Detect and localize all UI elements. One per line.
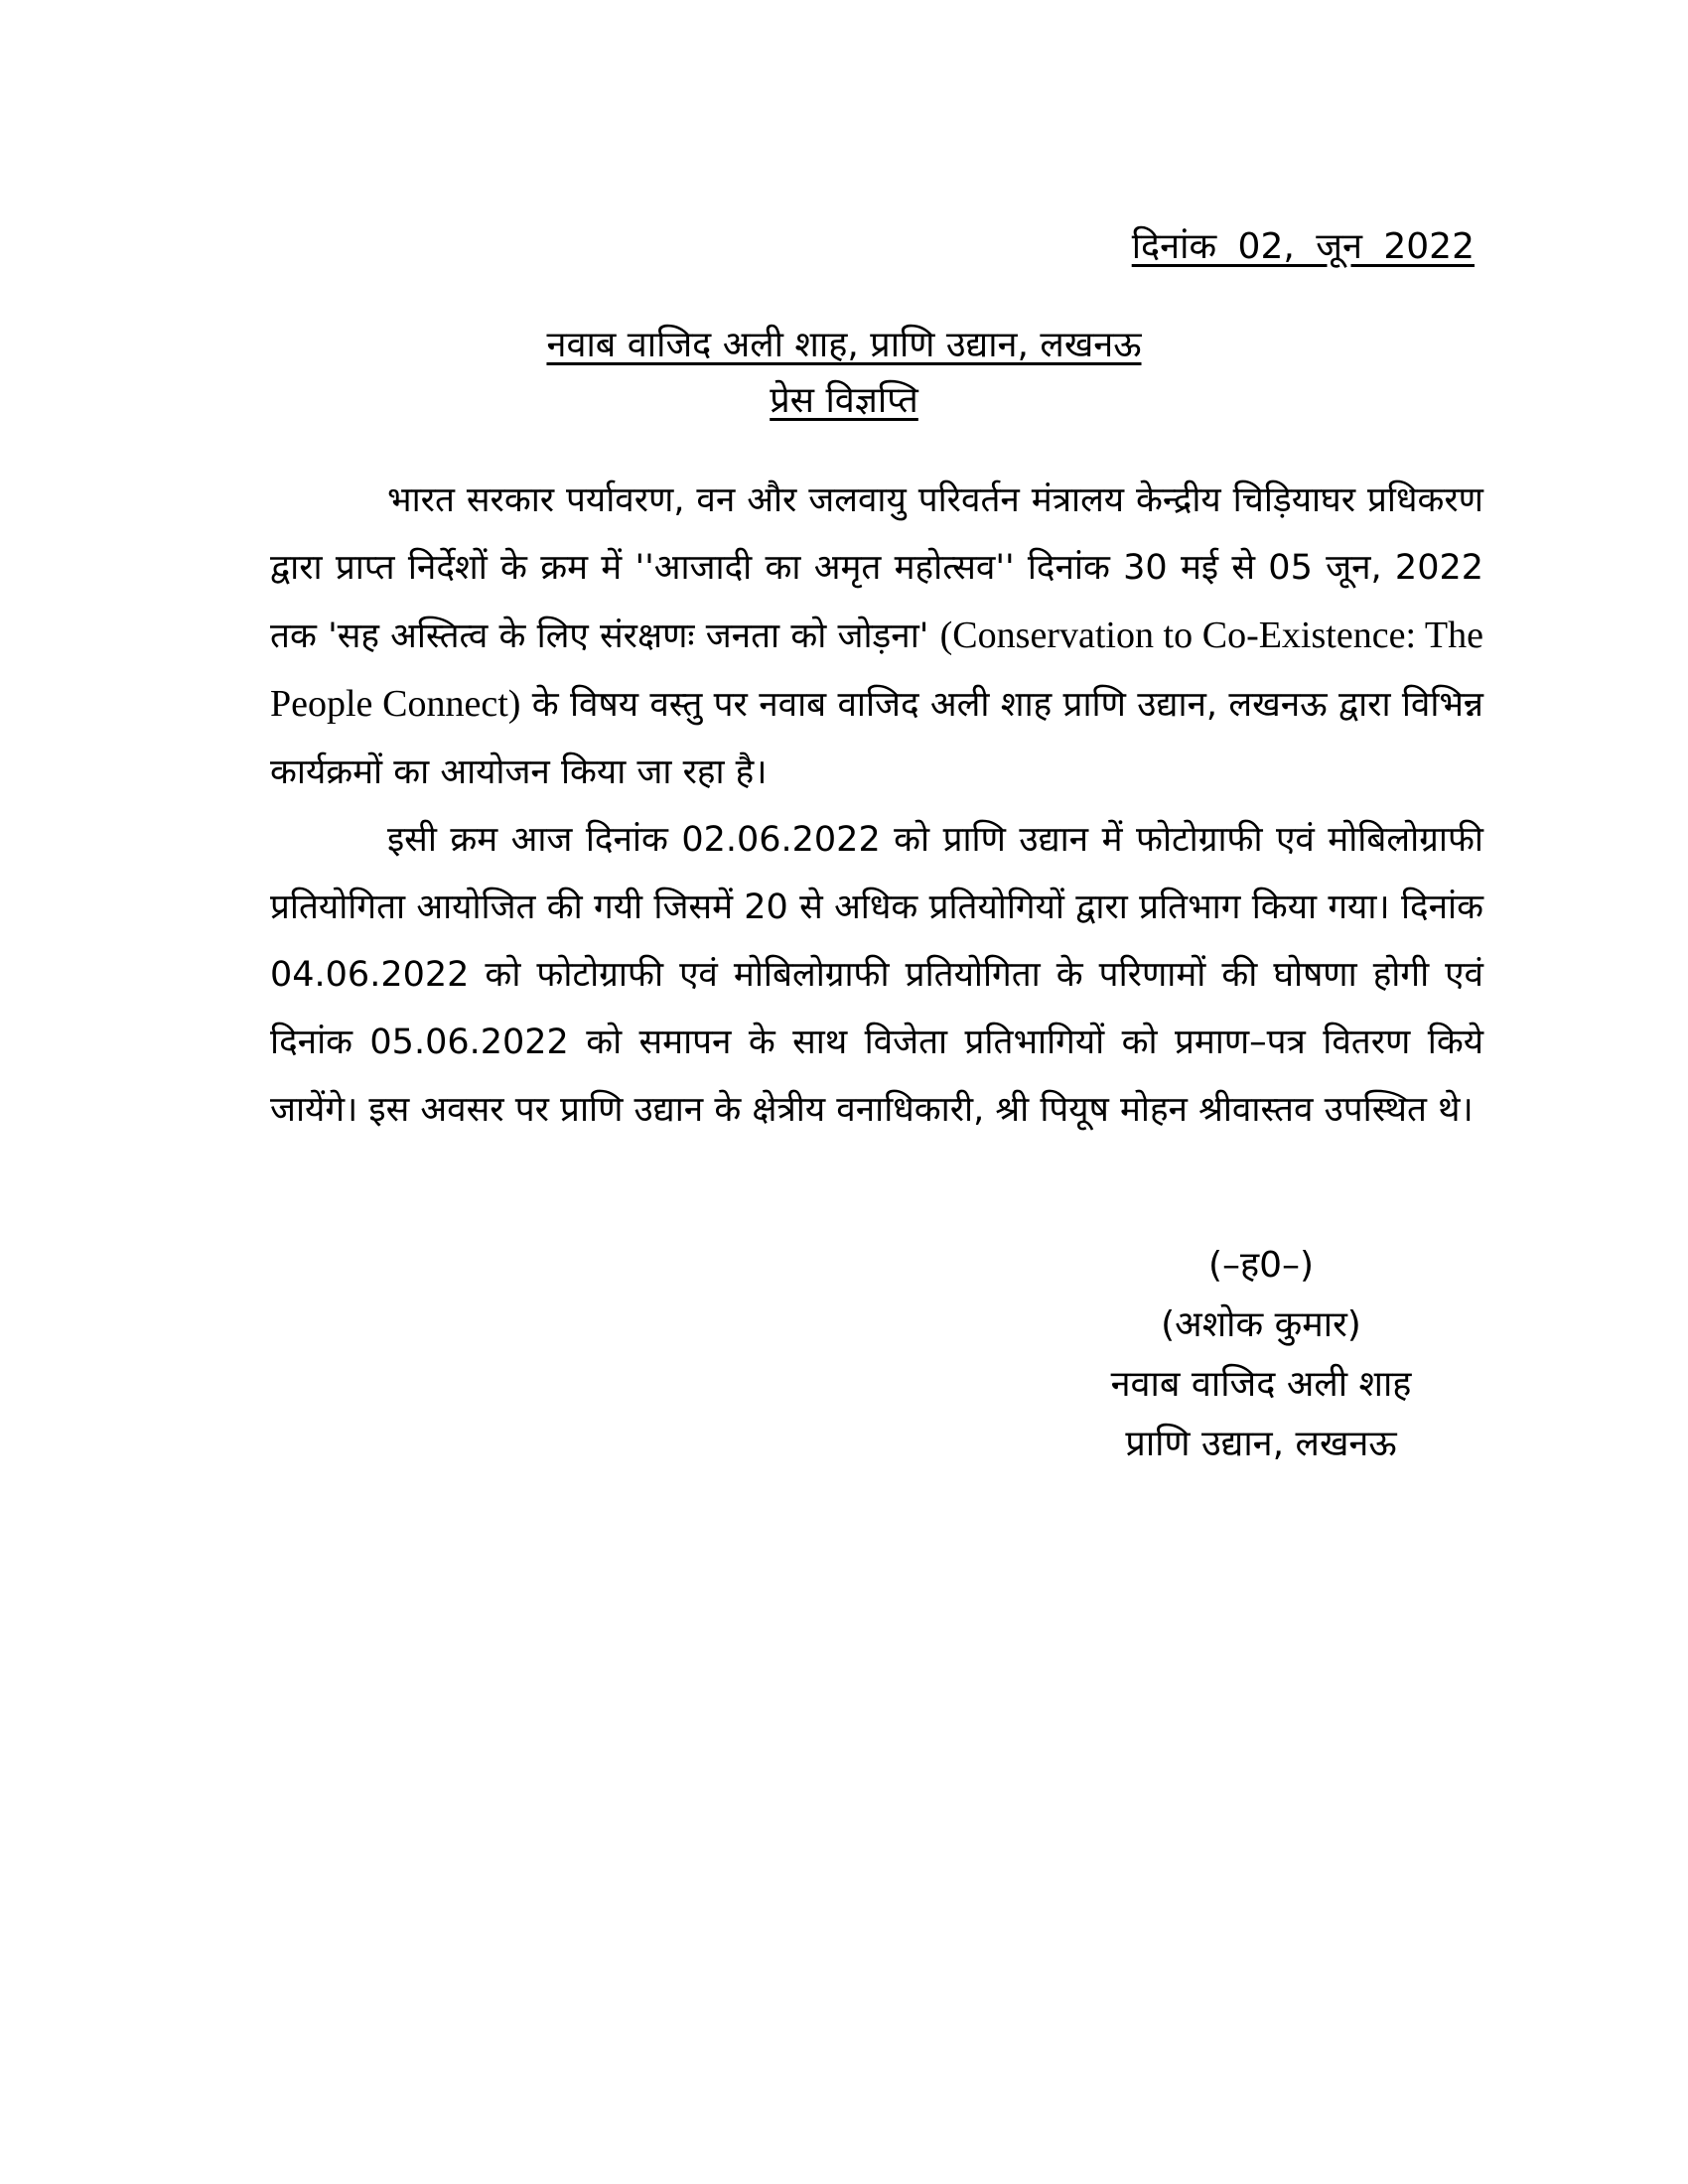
english-theme: (Conservation to Co-Existence: The People Connect) — [270, 614, 1483, 725]
document-subject: प्रेस विज्ञप्ति — [770, 380, 918, 421]
paragraph-1-part-1: भारत सरकार पर्यावरण, वन और जलवायु परिवर्तन मंत्रालय केन्द्रीय चिड़ियाघर प्रधिकरण द्वारा प्राप्त निर्देशों के क्रम में ''आजादी का अमृत महोत्सव'' दिनांक 30 मई से 05 जून, 2022 तक 'सह अस्तित्व के लिए संरक्षणः जनता को जोड़ना' — [270, 480, 1483, 656]
document-date: दिनांक 02, जून 2022 — [1131, 226, 1475, 267]
paragraph-1 — [270, 467, 1483, 806]
signature-block — [1043, 1236, 1479, 1474]
signatory-org-line-2: प्राणि उद्यान, लखनऊ — [1125, 1424, 1397, 1464]
organization-title: नवाब वाजिद अली शाह, प्राणि उद्यान, लखनऊ — [546, 325, 1142, 365]
paragraph-2: इसी क्रम आज दिनांक 02.06.2022 को प्राणि उद्यान में फोटोग्राफी एवं मोबिलोग्राफी प्रतियोगिता आयोजित की गयी जिसमें 20 से अधिक प्रतियोगियों द्वारा प्रतिभाग किया गया। दिनांक 04.06.2022 को फोटोग्राफी एवं मोबिलोग्राफी प्रतियोगिता के परिणामों की घोषणा होगी एवं दिनांक 05.06.2022 को समापन के साथ विजेता प्रतिभागियों को प्रमाण–पत्र वितरण किये जायेंगे। इस अवसर पर प्राणि उद्यान के क्षेत्रीय वनाधिकारी, श्री पियूष मोहन श्रीवास्तव उपस्थित थे। — [270, 820, 1483, 1130]
document-heading — [0, 318, 1688, 429]
signatory-name: (अशोक कुमार) — [1161, 1304, 1361, 1345]
signed-mark: (–ह0–) — [1207, 1245, 1315, 1286]
document-body — [270, 467, 1483, 1144]
signatory-org-line-1: नवाब वाजिद अली शाह — [1110, 1364, 1412, 1405]
paragraph-1-part-2: के विषय वस्तु पर नवाब वाजिद अली शाह प्राणि उद्यान, लखनऊ द्वारा विभिन्न कार्यक्रमों का आयोजन किया जा रहा है। — [270, 685, 1483, 792]
